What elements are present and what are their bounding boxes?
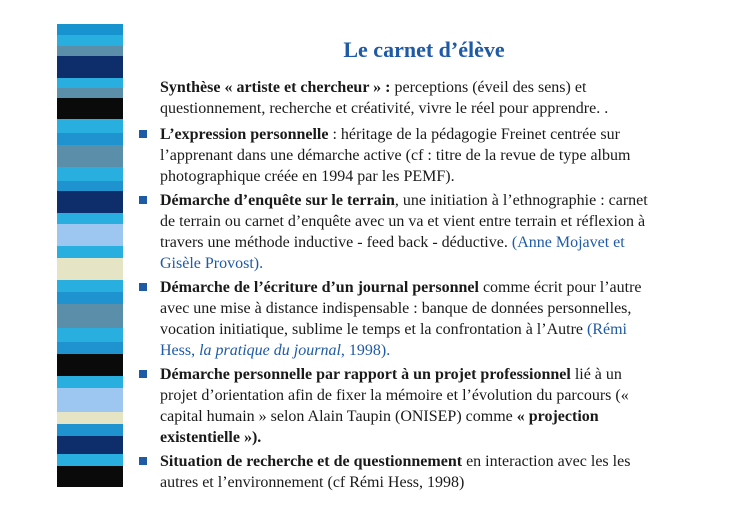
- reference-title: la pratique du journal: [199, 342, 341, 359]
- stripe-band: [57, 167, 123, 181]
- reference-year: , 1998).: [340, 342, 391, 359]
- stripe-band: [57, 24, 123, 35]
- stripe-band: [57, 354, 123, 376]
- bullet-item: [136, 451, 658, 493]
- stripe-band: [57, 145, 123, 167]
- bullet-text: lié à un projet d’orientation afin de fixer la mémoire et l’évolution du parcours (« capital humain » selon Alain Taupin (ONISEP) comme: [160, 366, 629, 425]
- bullet-text: comme écrit pour l’autre avec une mise à distance indispensable : banque de données personnelles, vocation initiatique, sublime le temps et la confrontation à l’Autre: [160, 279, 642, 338]
- stripe-band: [57, 46, 123, 56]
- stripe-band: [57, 328, 123, 342]
- stripe-band: [57, 424, 123, 436]
- bullet-item: [136, 124, 658, 187]
- stripe-band: [57, 412, 123, 424]
- stripe-band: [57, 388, 123, 412]
- intro-paragraph: [136, 77, 658, 119]
- stripe-band: [57, 78, 123, 88]
- stripe-band: [57, 342, 123, 354]
- stripe-band: [57, 35, 123, 46]
- square-bullet-icon: [139, 370, 147, 378]
- stripe-band: [57, 119, 123, 133]
- decorative-stripe-bar: [57, 24, 123, 492]
- stripe-band: [57, 133, 123, 145]
- bullet-reference: (Anne Mojavet et Gisèle Provost).: [160, 234, 625, 272]
- intro-bold: Synthèse « artiste et chercheur » :: [160, 79, 391, 96]
- stripe-band: [57, 292, 123, 304]
- bullet-item: [136, 364, 658, 448]
- square-bullet-icon: [139, 196, 147, 204]
- stripe-band: [57, 56, 123, 78]
- stripe-band: [57, 280, 123, 292]
- square-bullet-icon: [139, 283, 147, 291]
- stripe-band: [57, 376, 123, 388]
- bullet-heading: Démarche personnelle par rapport à un projet professionnel: [160, 366, 571, 383]
- stripe-band: [57, 246, 123, 258]
- slide-body: [136, 77, 658, 496]
- intro-text: perceptions (éveil des sens) et questionnement, recherche et créativité, vivre le réel pour apprendre. .: [160, 79, 609, 117]
- square-bullet-icon: [139, 130, 147, 138]
- bullet-text: , une initiation à l’ethnographie : carnet de terrain ou carnet d’enquête avec un va et vient entre terrain et réflexion à travers une méthode inductive - feed back - déductive.: [160, 192, 648, 251]
- bullet-emphasis: « projection existentielle »).: [160, 408, 599, 446]
- stripe-band: [57, 436, 123, 454]
- bullet-item: [136, 277, 658, 361]
- stripe-band: [57, 466, 123, 487]
- bullet-heading: Démarche de l’écriture d’un journal personnel: [160, 279, 479, 296]
- bullet-text: : héritage de la pédagogie Freinet centrée sur l’apprenant dans une démarche active (cf : titre de la revue de type album photographique créée en 1994 par les PEMF).: [160, 126, 631, 185]
- square-bullet-icon: [139, 457, 147, 465]
- stripe-band: [57, 213, 123, 224]
- stripe-band: [57, 181, 123, 191]
- stripe-band: [57, 98, 123, 119]
- bullet-item: [136, 190, 658, 274]
- stripe-band: [57, 224, 123, 246]
- stripe-band: [57, 191, 123, 213]
- bullet-text: en interaction avec les les autres et l’environnement (cf Rémi Hess, 1998): [160, 453, 631, 491]
- bullet-heading: L’expression personnelle: [160, 126, 329, 143]
- stripe-band: [57, 88, 123, 98]
- stripe-band: [57, 454, 123, 466]
- bullet-heading: Démarche d’enquête sur le terrain: [160, 192, 395, 209]
- reference-author: (Rémi Hess,: [160, 321, 627, 359]
- slide-title: Le carnet d’élève: [343, 37, 505, 62]
- stripe-band: [57, 258, 123, 280]
- bullet-heading: Situation de recherche et de questionnement: [160, 453, 463, 470]
- stripe-band: [57, 304, 123, 328]
